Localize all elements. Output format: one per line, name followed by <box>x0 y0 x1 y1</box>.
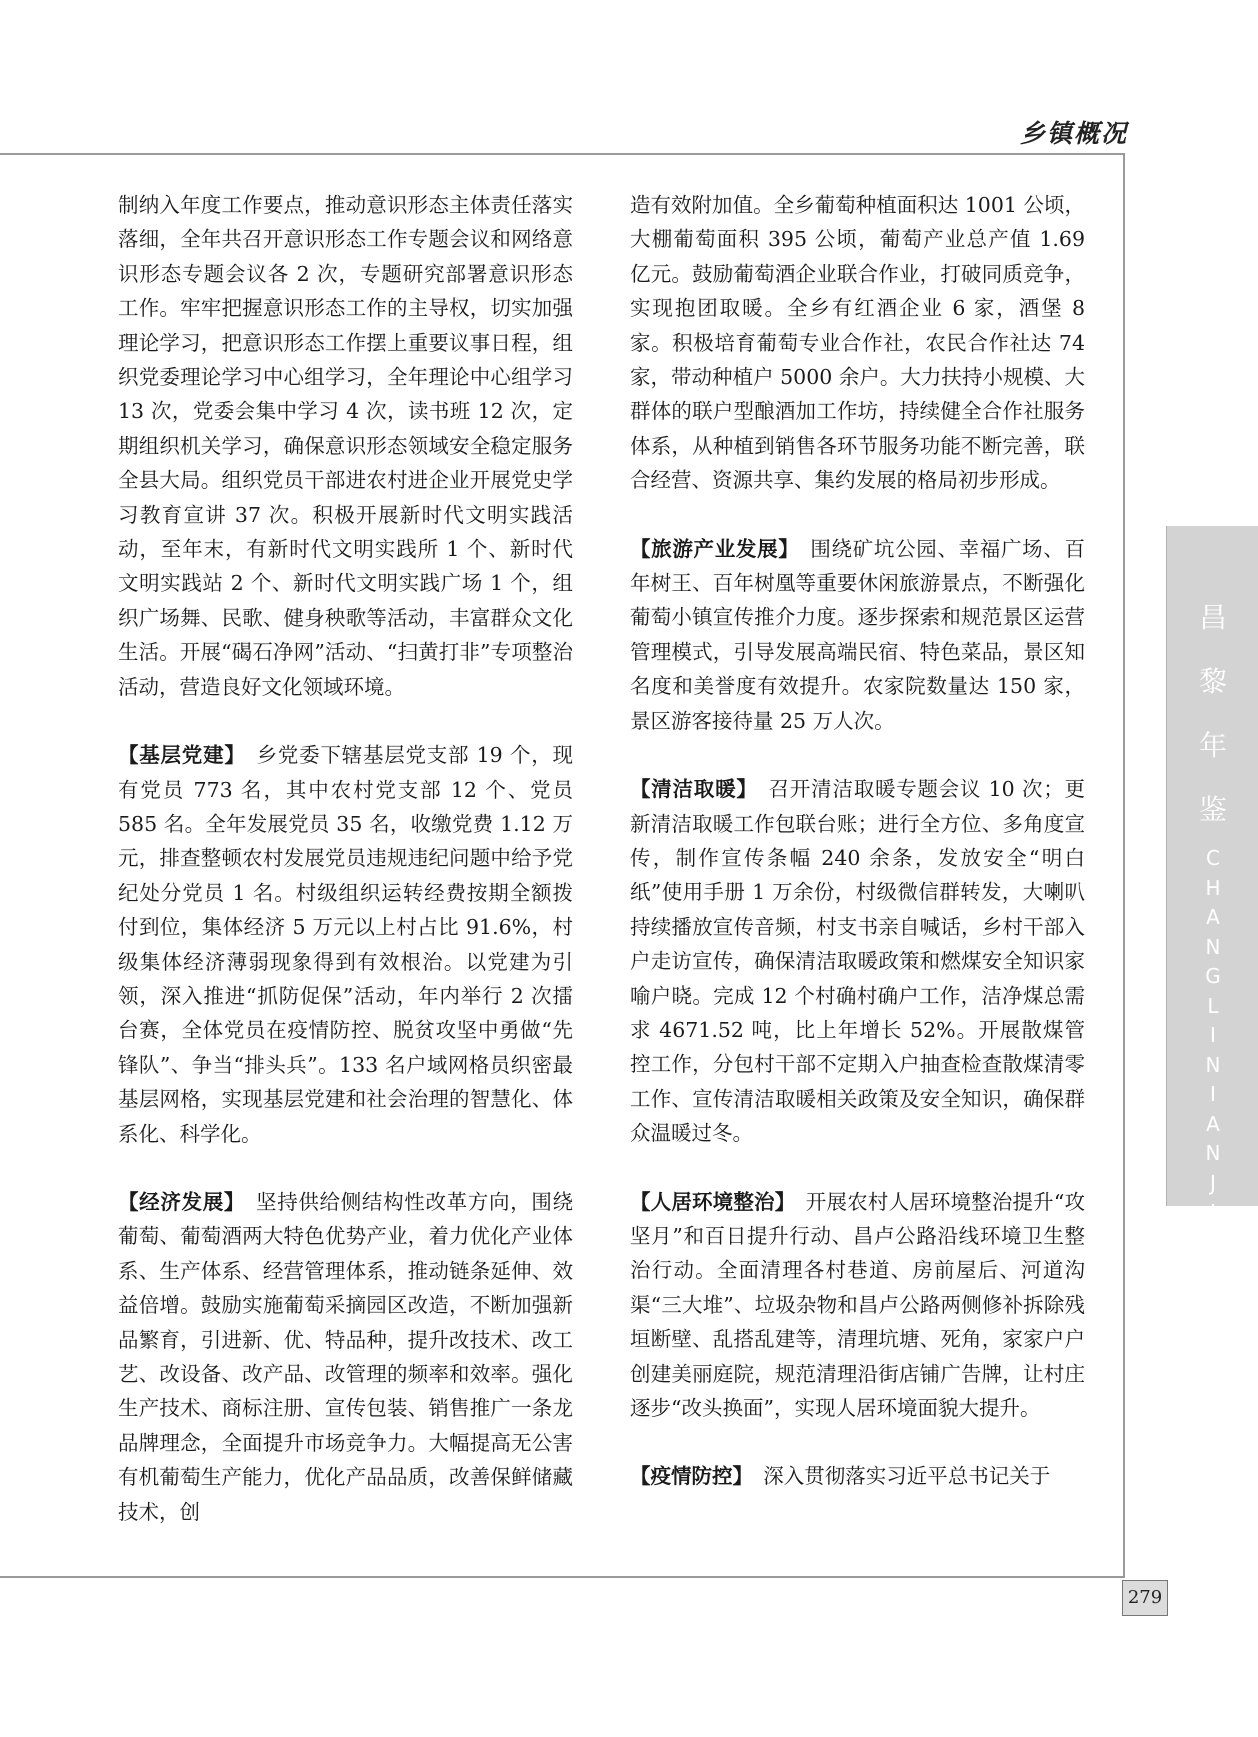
paragraph <box>630 1185 1085 1426</box>
pinyin-letter: I <box>1210 1023 1216 1047</box>
paragraph <box>630 532 1085 738</box>
frame-bottom-rule <box>0 1576 1125 1578</box>
side-tab-char: 年 <box>1198 729 1227 762</box>
pinyin-letter: J <box>1210 1170 1216 1195</box>
paragraph-text: 召开清洁取暖专题会议 10 次；更新清洁取暖工作包联台账；进行全方位、多角度宣传，制作宣传条幅 240 余条，发放安全“明白纸”使用手册 1 万余份，村级微信群转发，大喇叭持续播放宣传音频，村支书亲自喊话，乡村干部入户走访宣传，确保清洁取暖政策和燃煤安全知识家喻户晓。完成 12 个村确村确户工作，洁净煤总需求 4671.52 吨，比上年增长 52%。开展散煤管控工作，分包村干部不定期入户抽查检查散煤清零工作、宣传清洁取暖相关政策及安全知识，确保群众温暖过冬。 <box>630 777 1086 1146</box>
pinyin-letter: H <box>1205 875 1221 900</box>
frame-top-rule <box>0 153 1125 155</box>
yearbook-side-tab <box>1166 526 1258 1283</box>
pinyin-letter: G <box>1205 964 1221 988</box>
paragraph-heading: 【经济发展】 <box>118 1189 235 1214</box>
pinyin-letter: N <box>1205 934 1221 959</box>
paragraph-heading: 【疫情防控】 <box>630 1464 743 1489</box>
paragraph-heading: 【旅游产业发展】 <box>630 536 790 561</box>
paragraph-text: 开展农村人居环境整治提升“攻坚月”和百日提升行动、昌卢公路沿线环境卫生整治行动。全面清理各村巷道、房前屋后、河道沟渠“三大堆”、垃圾杂物和昌卢公路两侧修补拆除残垣断壁、乱搭乱建等，清理坑塘、死角，家家户户创建美丽庭院，规范清理沿街店铺广告牌，让村庄逐步“改头换面”，实现人居环境面貌大提升。 <box>630 1189 1086 1420</box>
paragraph-text: 制纳入年度工作要点，推动意识形态主体责任落实落细，全年共召开意识形态工作专题会议和网络意识形态专题会议各 2 次，专题研究部署意识形态工作。牢牢把握意识形态工作的主导权，切实加强理论学习，把意识形态工作摆上重要议事日程，组织党委理论学习中心组学习，全年理论中心组学习 13 次，党委会集中学习 4 次，读书班 12 次，定期组织机关学习，确保意识形态领域安全稳定服务全县大局。组织党员干部进农村进企业开展党史学习教育宣讲 37 次。积极开展新时代文明实践活动，至年末，有新时代文明实践所 1 个、新时代文明实践站 2 个、新时代文明实践广场 1 个，组织广场舞、民歌、健身秧歌等活动，丰富群众文化生活。开展“碣石净网”活动、“扫黄打非”专项整治活动，营造良好文化领域环境。 <box>118 193 573 699</box>
paragraph-text: 坚持供给侧结构性改革方向，围绕葡萄、葡萄酒两大特色优势产业，着力优化产业体系、生产体系、经营管理体系，推动链条延伸、效益倍增。鼓励实施葡萄采摘园区改造，不断加强新品繁育，引进新、优、特品种，提升改技术、改工艺、改设备、改产品、改管理的频率和效率。强化生产技术、商标注册、宣传包装、销售推广一条龙品牌理念，全面提升市场竞争力。大幅提高无公害有机葡萄生产能力，优化产品品质，改善保鲜储藏技术，创 <box>118 1189 574 1524</box>
paragraph-text: 造有效附加值。全乡葡萄种植面积达 1001 公顷，大棚葡萄面积 395 公顷，葡萄产业总产值 1.69 亿元。鼓励葡萄酒企业联合作业，打破同质竞争，实现抱团取暖。全乡有红酒企业 6 家，酒堡 8 家。积极培育葡萄专业合作社，农民合作社达 74 家，带动种植户 5000 余户。大力扶持小规模、大群体的联户型酿酒加工作坊，持续健全合作社服务体系，从种植到销售各环节服务功能不断完善，联合经营、资源共享、集约发展的格局初步形成。 <box>630 193 1085 493</box>
pinyin-letter: I <box>1210 1082 1216 1106</box>
side-tab-char: 黎 <box>1198 665 1227 698</box>
pinyin-letter: A <box>1206 905 1220 929</box>
pinyin-letter: I <box>1210 1200 1216 1224</box>
pinyin-letter: N <box>1205 1052 1221 1077</box>
pinyin-letter: A <box>1206 1229 1220 1254</box>
pinyin-letter: N <box>1205 1259 1221 1283</box>
side-tab-char: 昌 <box>1198 601 1227 634</box>
pinyin-letter: C <box>1206 846 1220 870</box>
paragraph-text: 围绕矿坑公园、幸福广场、百年树王、百年树凰等重要休闲旅游景点，不断强化葡萄小镇宣传推介力度。逐步探索和规范景区运营管理模式，引导发展高端民宿、特色菜品，景区知名度和美誉度有效提升。农家院数量达 150 家，景区游客接待量 25 万人次。 <box>630 536 1086 733</box>
paragraph <box>118 188 573 704</box>
paragraph <box>118 1185 573 1529</box>
paragraph <box>630 1459 1085 1493</box>
right-column <box>630 188 1085 1494</box>
paragraph-text: 深入贯彻落实习近平总书记关于 <box>763 1464 1051 1489</box>
side-tab-pinyin <box>1167 844 1258 1287</box>
page-number: 279 <box>1122 1580 1168 1616</box>
pinyin-letter: N <box>1205 1141 1221 1165</box>
paragraph-heading: 【人居环境整治】 <box>630 1189 786 1214</box>
pinyin-letter: A <box>1206 1111 1220 1136</box>
paragraph-text: 乡党委下辖基层党支部 19 个，现有党员 773 名，其中农村党支部 12 个、党员 585 名。全年发展党员 35 名，收缴党费 1.12 万元，排查整顿农村发展党员违规违纪问题中给予党纪处分党员 1 名。村级组织运转经费按期全额拨付到位，集体经济 5 万元以上村占比 91.6%，村级集体经济薄弱现象得到有效根治。以党建为引领，深入推进“抓防促保”活动，年内举行 2 次擂台赛，全体党员在疫情防控、脱贫攻坚中勇做“先锋队”、争当“排头兵”。133 名户域网格员织密最基层网格，实现基层党建和社会治理的智慧化、体系化、科学化。 <box>118 743 574 1146</box>
frame-right-rule <box>1123 153 1125 1576</box>
left-column <box>118 188 573 1529</box>
pinyin-letter: L <box>1207 993 1219 1018</box>
paragraph <box>630 188 1085 498</box>
side-tab-char: 鉴 <box>1198 793 1227 826</box>
paragraph-heading: 【清洁取暖】 <box>630 777 748 802</box>
paragraph-heading: 【基层党建】 <box>118 743 236 768</box>
paragraph <box>118 738 573 1151</box>
paragraph <box>630 772 1085 1150</box>
section-header: 乡镇概况 <box>1019 119 1128 148</box>
